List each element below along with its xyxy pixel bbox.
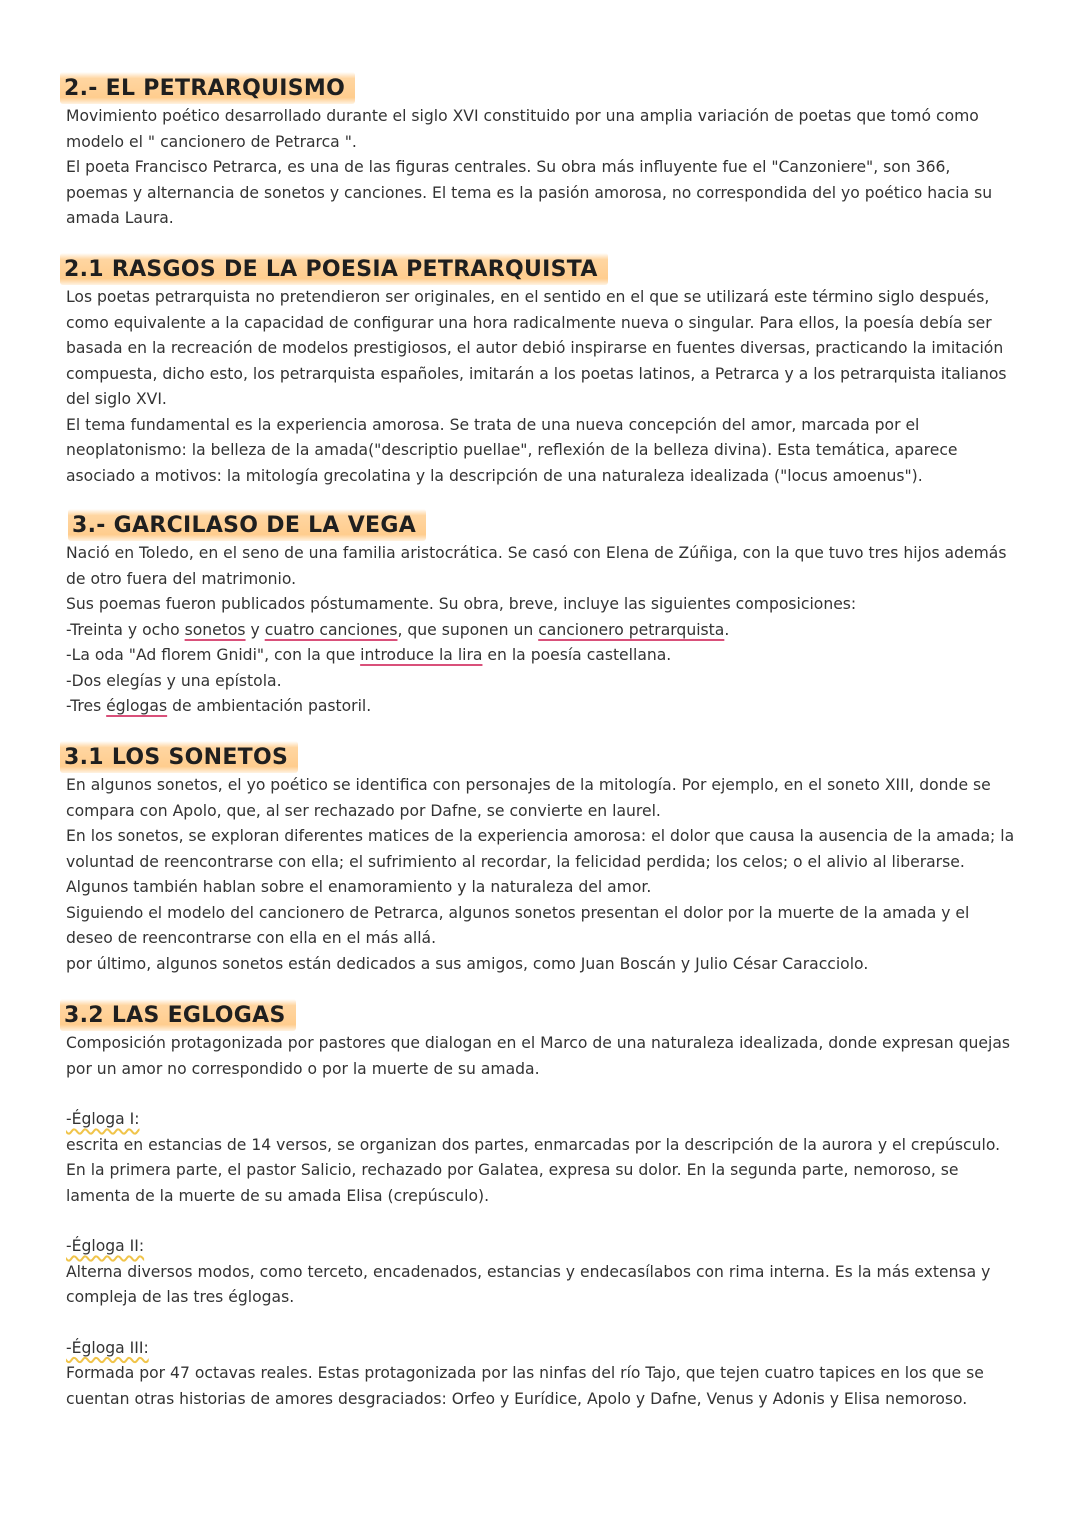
section-sonetos (66, 741, 1016, 977)
list-item: -Tres églogas de ambientación pastoril. (66, 697, 372, 715)
paragraph: Movimiento poético desarrollado durante el siglo XVI constituido por una amplia variación de poetas que tomó como modelo el " cancionero de Petrarca ". (66, 107, 979, 151)
underlined-introduce-la-lira: introduce la lira (360, 646, 483, 664)
list-item: -Treinta y ocho sonetos y cuatro canciones, que suponen un cancionero petrarquista. (66, 620, 730, 639)
underlined-cancionero-petrarquista: cancionero petrarquista (538, 620, 725, 639)
heading-garcilaso: 3.- GARCILASO DE LA VEGA (68, 509, 426, 541)
list-item: -La oda "Ad florem Gnidi", con la que introduce la lira en la poesía castellana. (66, 646, 672, 664)
egloga-label (66, 1336, 1016, 1362)
section-garcilaso (66, 509, 1016, 720)
paragraph: Los poetas petrarquista no pretendieron ser originales, en el sentido en el que se utilizará este término siglo después, como equivalente a la capacidad de configurar una hora radicalmente nueva o singular. Para ellos, la poesía debía ser basada en la recreación de modelos prestigiosos, el autor debió inspirarse en fuentes diversas, practicando la imitación compuesta, dicho esto, los petrarquista españoles, imitarán a los poetas latinos, a Petrarca y a los petrarquista italianos del siglo XVI. (66, 288, 1007, 408)
paragraph: Sus poemas fueron publicados póstumamente. Su obra, breve, incluye las siguientes composiciones: (66, 595, 857, 613)
heading-sonetos: 3.1 LOS SONETOS (60, 741, 298, 773)
section-eglogas (66, 999, 1016, 1412)
paragraph: En algunos sonetos, el yo poético se identifica con personajes de la mitología. Por ejemplo, en el soneto XIII, donde se compara con Apolo, que, al ser rechazado por Dafne, se convierte en laurel. (66, 776, 991, 820)
egloga-1-label: -Égloga I: (66, 1110, 140, 1128)
underlined-eglogas: églogas (106, 697, 168, 715)
paragraph: Composición protagonizada por pastores que dialogan en el Marco de una naturaleza idealizada, donde expresan quejas por un amor no correspondido o por la muerte de su amada. (66, 1034, 1011, 1078)
egloga-label (66, 1234, 1016, 1260)
section-rasgos (66, 253, 1016, 489)
paragraph: Formada por 47 octavas reales. Estas protagonizada por las ninfas del río Tajo, que tejen cuatro tapices en los que se cuentan otras historias de amores desgraciados: Orfeo y Eurídice, Apolo y Dafne, Venus y Adonis y Elisa nemoroso. (66, 1364, 984, 1408)
paragraph: Siguiendo el modelo del cancionero de Petrarca, algunos sonetos presentan el dolor por la muerte de la amada y el deseo de reencontrarse con ella en el más allá. (66, 903, 970, 947)
paragraph: escrita en estancias de 14 versos, se organizan dos partes, enmarcadas por la descripción de la aurora y el crepúsculo. En la primera parte, el pastor Salicio, rechazado por Galatea, expresa su dolor. En la segunda parte, nemoroso, se lamenta de la muerte de su amada Elisa (crepúsculo). (66, 1135, 1001, 1205)
paragraph: El poeta Francisco Petrarca, es una de las figuras centrales. Su obra más influyente fue el "Canzoniere", son 366, poemas y alternancia de sonetos y canciones. El tema es la pasión amorosa, no correspondida del yo poético hacia su amada Laura. (66, 158, 993, 227)
underlined-cuatro-canciones: cuatro canciones (264, 620, 398, 639)
paragraph: En los sonetos, se exploran diferentes matices de la experiencia amorosa: el dolor que causa la ausencia de la amada; la voluntad de reencontrarse con ella; el sufrimiento al recordar, la felicidad perdida; los celos; o el alivio al liberarse. Algunos también hablan sobre el enamoramiento y la naturaleza del amor. (66, 827, 1015, 896)
paragraph: El tema fundamental es la experiencia amorosa. Se trata de una nueva concepción del amor, marcada por el neoplatonismo: la belleza de la amada("descriptio puellae", reflexión de la belleza divina). Esta temática, aparece asociado a motivos: la mitología grecolatina y la descripción de una naturaleza idealizada ("locus amoenus"). (66, 415, 958, 485)
egloga-label (66, 1107, 1016, 1133)
egloga-3-label: -Égloga III: (66, 1338, 149, 1357)
section-petrarquismo (66, 72, 1016, 232)
paragraph: por último, algunos sonetos están dedicados a sus amigos, como Juan Boscán y Julio César Caracciolo. (66, 954, 869, 973)
heading-petrarquismo: 2.- EL PETRARQUISMO (60, 72, 355, 104)
list-item: -Dos elegías y una epístola. (66, 671, 282, 690)
heading-rasgos: 2.1 RASGOS DE LA POESIA PETRARQUISTA (60, 253, 608, 285)
egloga-2-label: -Égloga II: (66, 1237, 145, 1255)
paragraph: Alterna diversos modos, como terceto, encadenados, estancias y endecasílabos con rima interna. Es la más extensa y compleja de las tres églogas. (66, 1262, 991, 1306)
heading-eglogas: 3.2 LAS EGLOGAS (60, 999, 296, 1031)
underlined-sonetos: sonetos (184, 620, 246, 639)
paragraph: Nació en Toledo, en el seno de una familia aristocrática. Se casó con Elena de Zúñiga, con la que tuvo tres hijos además de otro fuera del matrimonio. (66, 544, 1007, 588)
